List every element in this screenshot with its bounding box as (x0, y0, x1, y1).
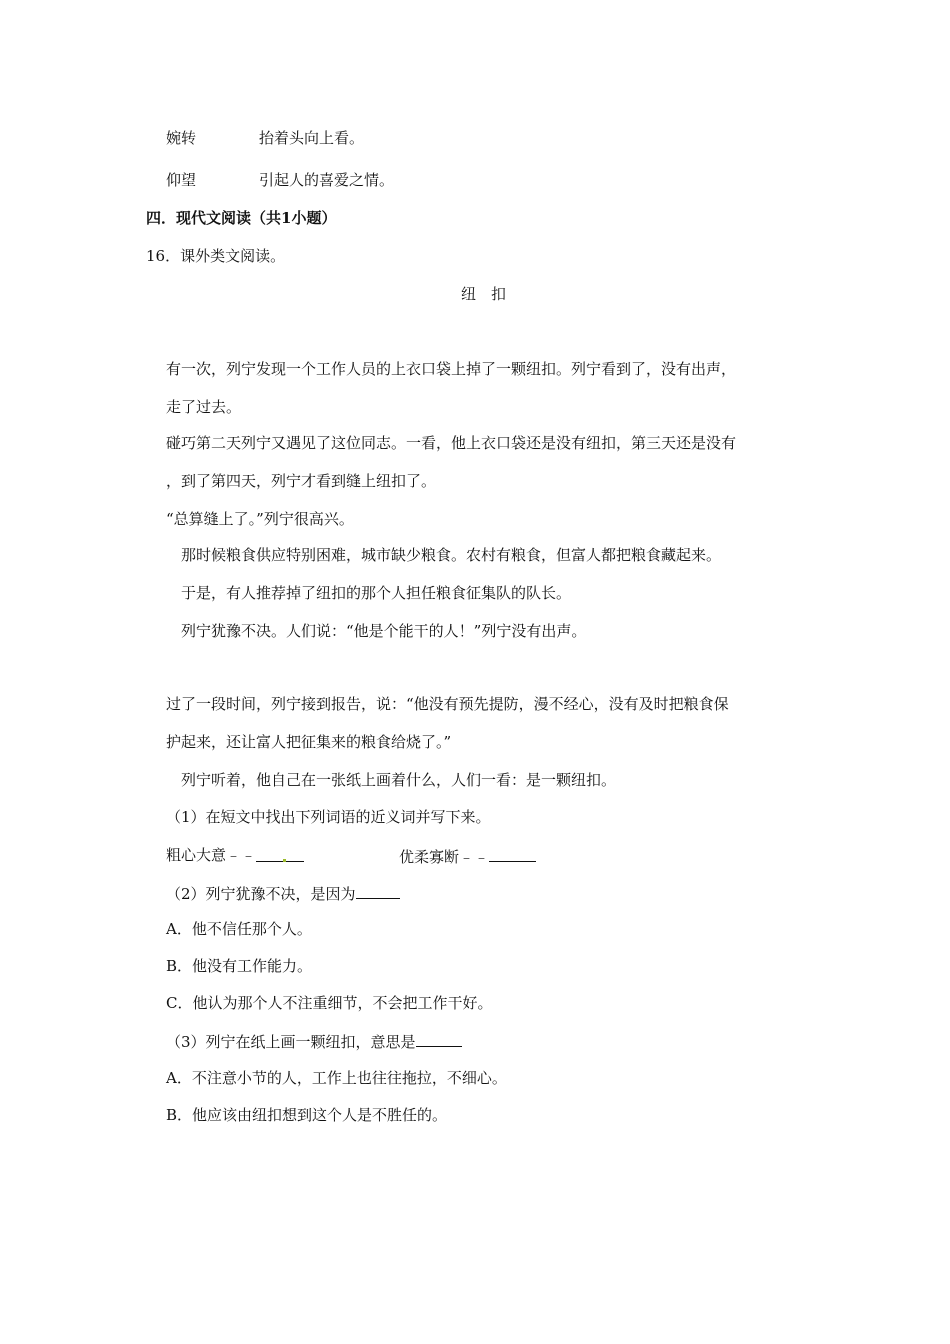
q1-prompt: （1）在短文中找出下列词语的近义词并写下来。 (166, 808, 491, 826)
story-paragraph: 护起来，还让富人把征集来的粮食给烧了。” (166, 733, 452, 751)
story-paragraph: 那时候粮食供应特别困难，城市缺少粮食。农村有粮食，但富人都把粮食藏起来。 (181, 546, 722, 564)
q3-prompt: （3）列宁在纸上画一颗纽扣，意思是 (166, 1033, 416, 1051)
story-paragraph: 走了过去。 (166, 398, 242, 416)
story-paragraph: 有一次，列宁发现一个工作人员的上衣口袋上掉了一颗纽扣。列宁看到了，没有出声， (166, 360, 737, 378)
story-paragraph: 列宁听着，他自己在一张纸上画着什么，人们一看：是一颗纽扣。 (181, 771, 617, 789)
answer-blank[interactable] (256, 845, 304, 862)
answer-blank[interactable] (489, 845, 536, 862)
answer-blank[interactable] (356, 882, 400, 899)
q3-option-b: B．他应该由纽扣想到这个人是不胜任的。 (166, 1106, 448, 1124)
story-paragraph: ，到了第四天，列宁才看到缝上纽扣了。 (166, 472, 437, 490)
match-word-1: 婉转 (166, 129, 197, 147)
q1-item-a-label: 粗心大意﹣﹣ (166, 846, 257, 864)
q2-option-b: B．他没有工作能力。 (166, 957, 313, 975)
story-paragraph: 列宁犹豫不决。人们说：“他是个能干的人！”列宁没有出声。 (181, 622, 587, 640)
cursor-mark-icon (283, 859, 286, 862)
section-heading: 四．现代文阅读（共1小题） (146, 209, 337, 227)
q1-item-a (166, 845, 304, 865)
q2-prompt: （2）列宁犹豫不决，是因为 (166, 885, 356, 903)
q1-item-b-label: 优柔寡断﹣﹣ (399, 848, 490, 866)
match-meaning-1: 抬着头向上看。 (259, 129, 365, 147)
q2-prompt-line (166, 882, 400, 904)
story-paragraph: “总算缝上了。”列宁很高兴。 (166, 510, 354, 528)
story-paragraph: 过了一段时间，列宁接到报告，说：“他没有预先提防，漫不经心，没有及时把粮食保 (166, 695, 729, 713)
question-intro: 16．课外类文阅读。 (146, 247, 286, 265)
q1-item-b (399, 845, 536, 867)
story-paragraph: 碰巧第二天列宁又遇见了这位同志。一看，他上衣口袋还是没有纽扣，第三天还是没有 (166, 434, 737, 452)
match-meaning-2: 引起人的喜爱之情。 (259, 171, 395, 189)
answer-blank[interactable] (416, 1030, 462, 1047)
q3-prompt-line (166, 1030, 462, 1052)
q3-option-a: A．不注意小节的人，工作上也往往拖拉，不细心。 (166, 1069, 507, 1087)
q2-option-c: C．他认为那个人不注重细节，不会把工作干好。 (166, 994, 493, 1012)
match-word-2: 仰望 (166, 171, 197, 189)
q2-option-a: A．他不信任那个人。 (166, 920, 312, 938)
story-title: 纽 扣 (461, 285, 507, 303)
story-paragraph: 于是，有人推荐掉了纽扣的那个人担任粮食征集队的队长。 (181, 584, 572, 602)
